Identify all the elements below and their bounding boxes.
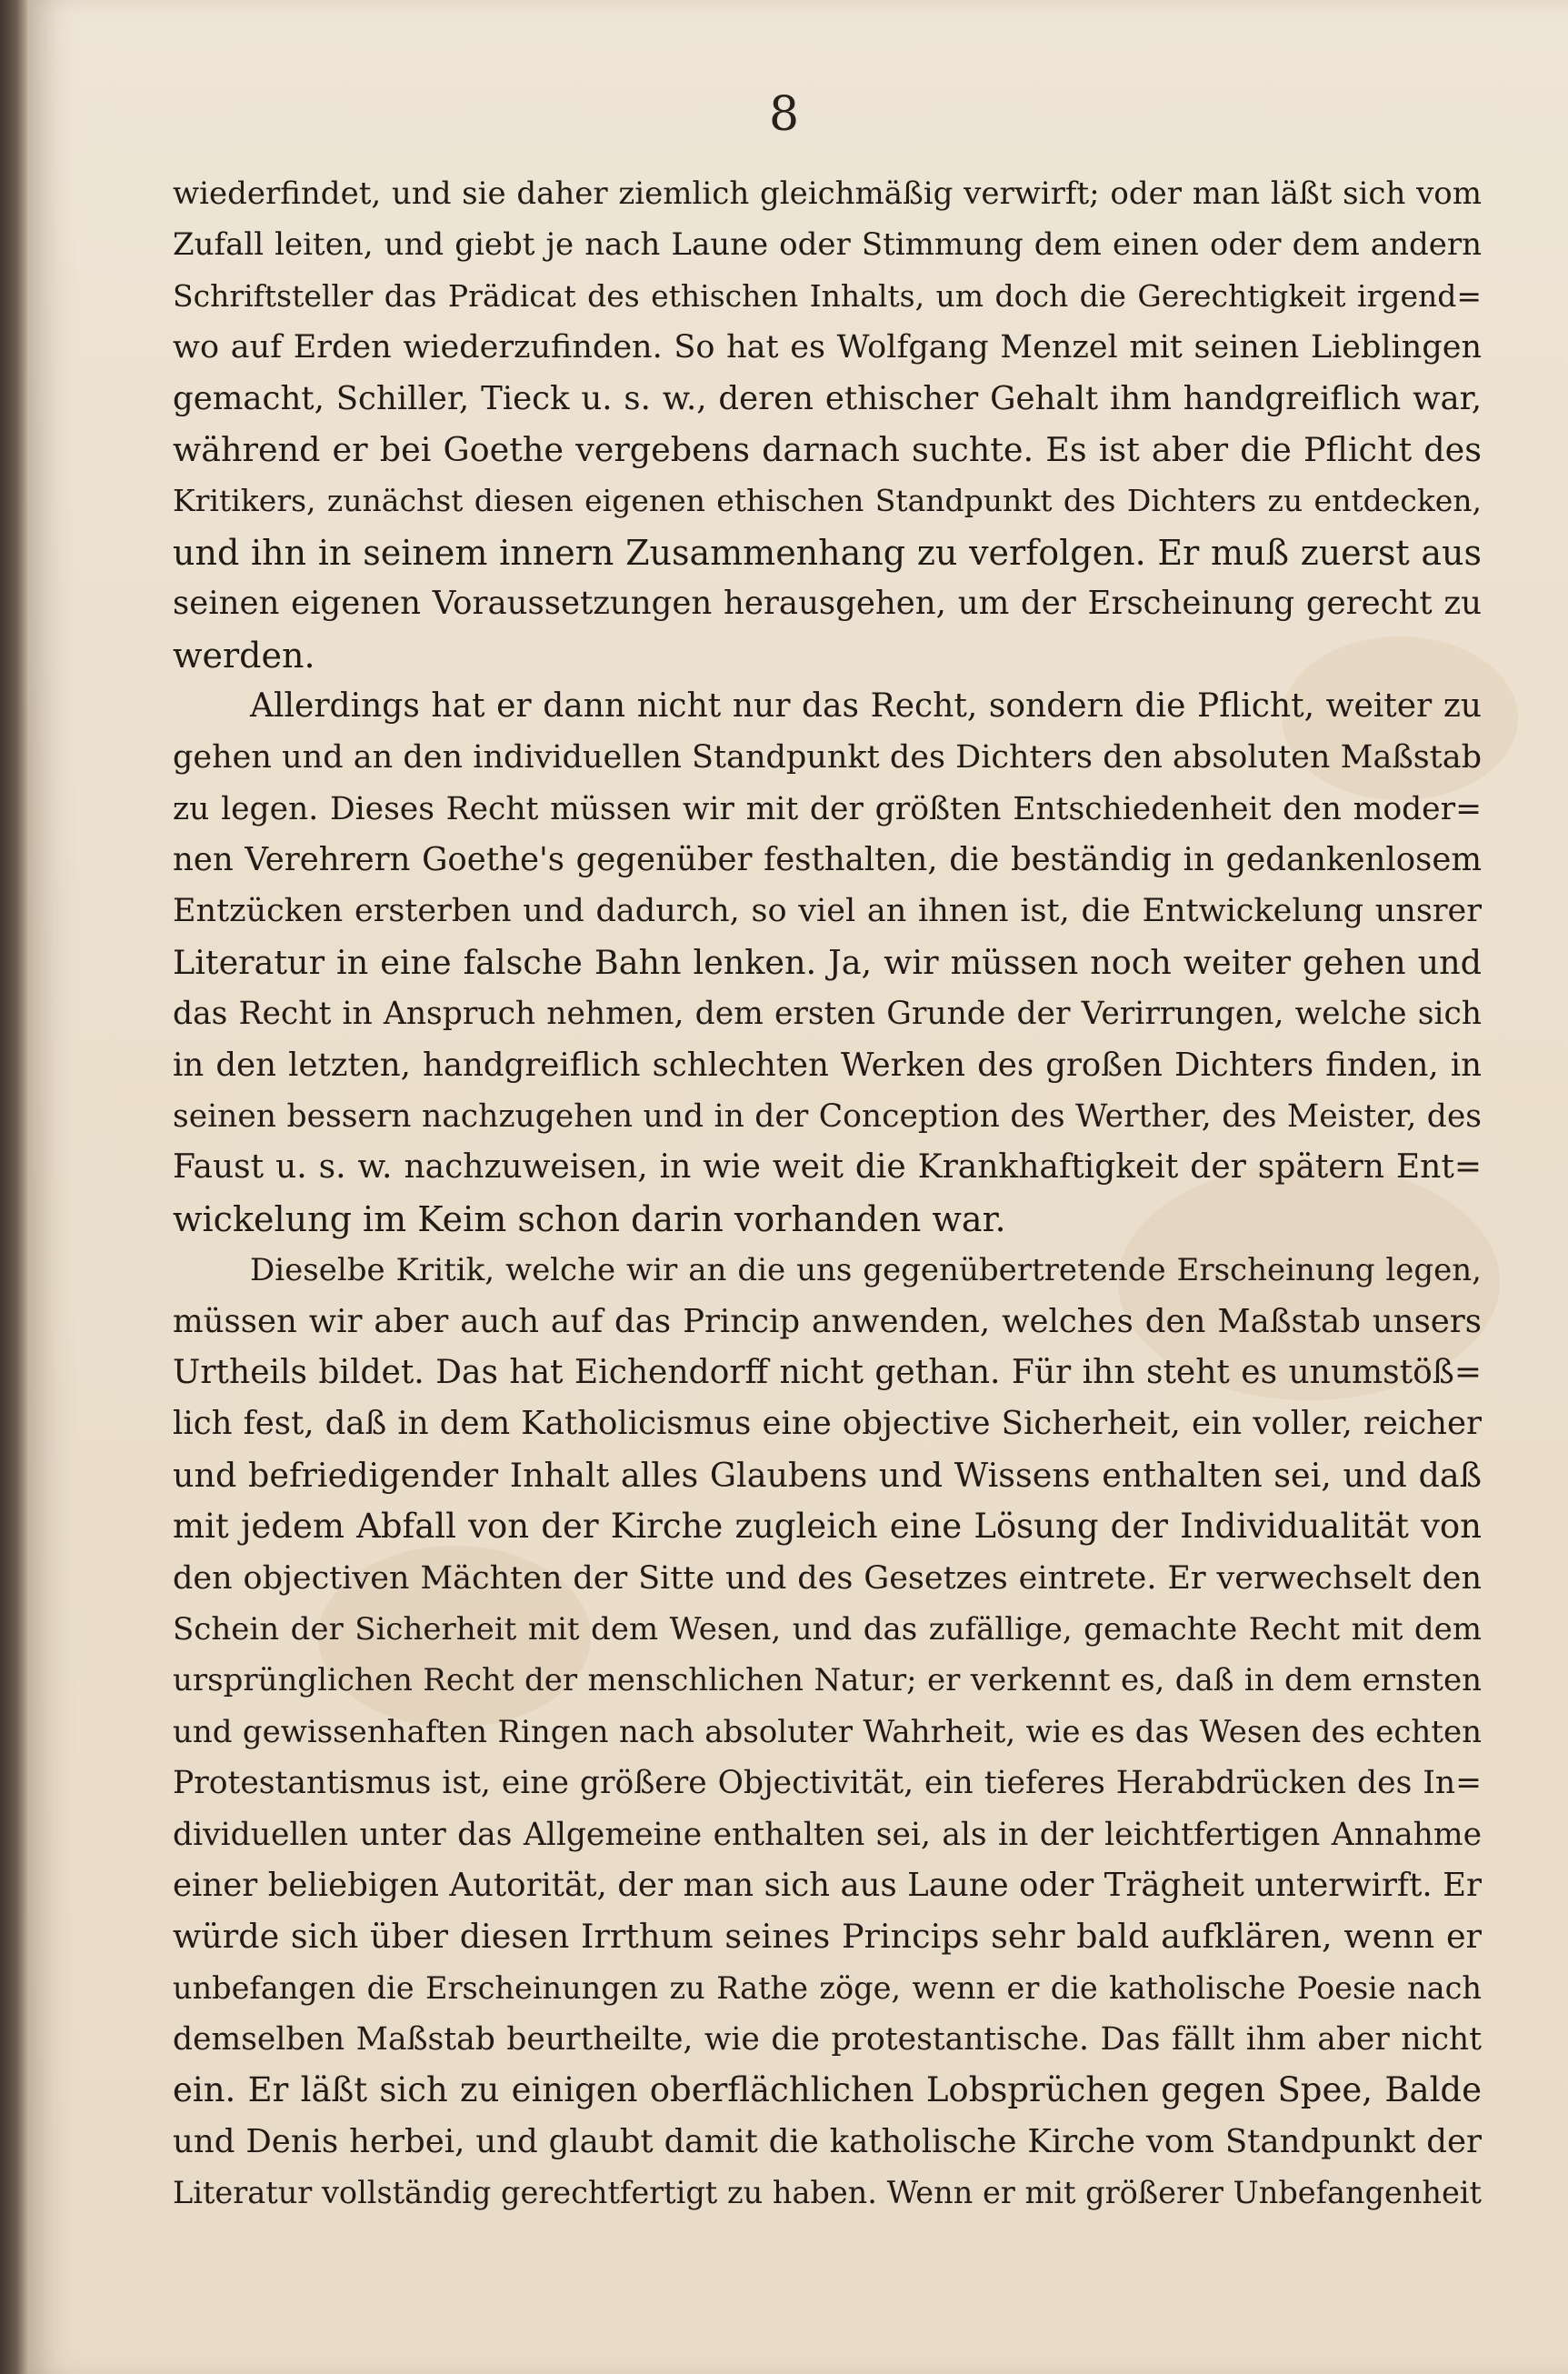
- text-line: das Recht in Anspruch nehmen, dem ersten Grunde der Verirrungen, welche sich: [173, 996, 1482, 1033]
- text-line: wo auf Erden wiederzufinden. So hat es Wolfgang Menzel mit seinen Lieblingen: [173, 329, 1482, 366]
- text-line: Faust u. s. w. nachzuweisen, in wie weit die Krankhaftigkeit der spätern Ent=: [173, 1148, 1482, 1187]
- text-line: seinen eigenen Voraussetzungen herausgehen, um der Erscheinung gerecht zu: [173, 585, 1482, 623]
- text-line: mit jedem Abfall von der Kirche zugleich eine Lösung der Individualität von: [173, 1507, 1482, 1547]
- text-line: wickelung im Keim schon darin vorhanden war.: [173, 1198, 1006, 1239]
- text-line: Schriftsteller das Prädicat des ethischen Inhalts, um doch die Gerechtigkeit irgend=: [173, 277, 1482, 314]
- text-line: und gewissenhaften Ringen nach absoluter Wahrheit, wie es das Wesen des echten: [173, 1713, 1482, 1750]
- paragraph-2: [173, 681, 1482, 1245]
- text-line: wiederfindet, und sie daher ziemlich gleichmäßig verwirft; oder man läßt sich vom: [173, 175, 1482, 212]
- text-line: Kritikers, zunächst diesen eigenen ethischen Standpunkt des Dichters zu entdecken,: [173, 483, 1482, 519]
- text-line: lich fest, daß in dem Katholicismus eine objective Sicherheit, ein voller, reicher: [173, 1405, 1482, 1443]
- text-line: und Denis herbei, und glaubt damit die katholische Kirche vom Standpunkt der: [173, 2122, 1482, 2160]
- text-line: Urtheils bildet. Das hat Eichendorff nicht gethan. Für ihn steht es unumstöß=: [173, 1353, 1482, 1391]
- text-line: dividuellen unter das Allgemeine enthalten sei, als in der leichtfertigen Annahme: [173, 1816, 1482, 1853]
- text-line: ein. Er läßt sich zu einigen oberflächlichen Lobsprüchen gegen Spee, Balde: [173, 2070, 1482, 2110]
- text-line: Literatur vollständig gerechtfertigt zu haben. Wenn er mit größerer Unbefangenheit: [173, 2175, 1482, 2211]
- text-line: Zufall leiten, und giebt je nach Laune oder Stimmung dem einen oder dem andern: [173, 226, 1482, 264]
- text-line: in den letzten, handgreiflich schlechten Werken des großen Dichters finden, in: [173, 1046, 1482, 1084]
- text-line: Entzücken ersterben und dadurch, so viel an ihnen ist, die Entwickelung unsrer: [173, 893, 1482, 930]
- text-line: Allerdings hat er dann nicht nur das Recht, sondern die Pflicht, weiter zu: [250, 686, 1482, 725]
- text-line: nen Verehrern Goethe's gegenüber festhalten, die beständig in gedankenlosem: [173, 841, 1482, 879]
- text-line: gehen und an den individuellen Standpunkt des Dichters den absoluten Maßstab: [173, 739, 1482, 776]
- body-text: [173, 168, 1482, 2219]
- text-line: unbefangen die Erscheinungen zu Rathe zöge, wenn er die katholische Poesie nach: [173, 1969, 1482, 2006]
- page-number: 8: [768, 87, 800, 142]
- text-line: Literatur in eine falsche Bahn lenken. Ja, wir müssen noch weiter gehen und: [173, 942, 1482, 982]
- text-line: würde sich über diesen Irrthum seines Princips sehr bald aufklären, wenn er: [173, 1917, 1482, 1957]
- text-line: Dieselbe Kritik, welche wir an die uns gegenübertretende Erscheinung legen,: [250, 1252, 1482, 1289]
- text-line: Schein der Sicherheit mit dem Wesen, und das zufällige, gemachte Recht mit dem: [173, 1610, 1482, 1648]
- paragraph-1: [173, 168, 1482, 681]
- text-line: und ihn in seinem innern Zusammenhang zu verfolgen. Er muß zuerst aus: [173, 532, 1482, 573]
- text-line: einer beliebigen Autorität, der man sich aus Laune oder Trägheit unterwirft. Er: [173, 1866, 1482, 1904]
- text-line: den objectiven Mächten der Sitte und des Gesetzes eintrete. Er verwechselt den: [173, 1559, 1482, 1597]
- paragraph-3: [173, 1245, 1482, 2219]
- text-line: während er bei Goethe vergebens darnach suchte. Es ist aber die Pflicht des: [173, 429, 1482, 469]
- text-line: und befriedigender Inhalt alles Glaubens und Wissens enthalten sei, und daß: [173, 1455, 1482, 1495]
- text-line: ursprünglichen Recht der menschlichen Natur; er verkennt es, daß in dem ernsten: [173, 1662, 1482, 1699]
- text-line: Protestantismus ist, eine größere Objectivität, ein tieferes Herabdrücken des In=: [173, 1765, 1482, 1802]
- book-spine-edge: [0, 0, 27, 2374]
- text-line: müssen wir aber auch auf das Princip anwenden, welches den Maßstab unsers: [173, 1302, 1482, 1340]
- text-line: gemacht, Schiller, Tieck u. s. w., deren ethischer Gehalt ihm handgreiflich war,: [173, 379, 1482, 417]
- text-line: demselben Maßstab beurtheilte, wie die protestantische. Das fällt ihm aber nicht: [173, 2021, 1482, 2058]
- text-line: werden.: [173, 635, 315, 676]
- text-line: seinen bessern nachzugehen und in der Conception des Werther, des Meister, des: [173, 1098, 1482, 1136]
- text-line: zu legen. Dieses Recht müssen wir mit der größten Entschiedenheit den moder=: [173, 790, 1482, 827]
